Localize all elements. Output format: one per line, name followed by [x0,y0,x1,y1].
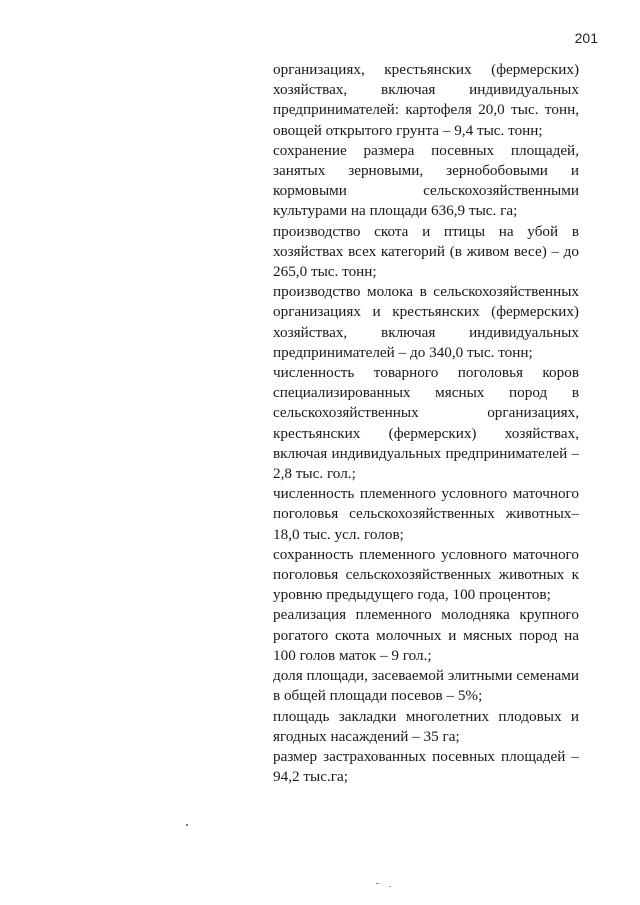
paragraph-livestock-slaughter: производство скота и птицы на убой в хозяйствах всех категорий (в живом весе) – до 265,0 тыс. тонн; [273,222,579,281]
paragraph-sown-area: сохранение размера посевных площадей, занятых зерновыми, зернобобовыми и кормовыми сельскохозяйственными культурами на площади 636,9 тыс. га; [273,141,579,220]
paragraph-breeding-stock-retention: сохранность племенного условного маточного поголовья сельскохозяйственных животных к уровню предыдущего года, 100 процентов; [273,545,579,604]
document-body [273,60,579,787]
scan-speck [186,824,188,826]
paragraph-beef-cows: численность товарного поголовья коров специализированных мясных пород в сельскохозяйственных организациях, крестьянских (фермерских) хозяйствах, включая индивидуальных предпринимателей – 2,8 тыс. гол.; [273,364,579,483]
scan-speck [389,886,391,887]
scan-speck [376,883,379,884]
paragraph-milk-production: производство молока в сельскохозяйственных организациях и крестьянских (фермерских) хозяйствах, включая индивидуальных предпринимателей – до 340,0 тыс. тонн; [273,283,579,361]
paragraph-elite-seeds-share: доля площади, засеваемой элитными семенами в общей площади посевов – 5%; [273,667,579,705]
paragraph-potato-vegetable-production: организациях, крестьянских (фермерских) хозяйствах, включая индивидуальных предпринимателей: картофеля 20,0 тыс. тонн, овощей открытого грунта – 9,4 тыс. тонн; [273,61,579,139]
paragraph-orchard-planting: площадь закладки многолетних плодовых и ягодных насаждений – 35 га; [273,707,579,745]
paragraph-insured-area: размер застрахованных посевных площадей – 94,2 тыс.га; [273,747,579,786]
paragraph-young-cattle-sales: реализация племенного молодняка крупного рогатого скота молочных и мясных пород на 100 голов маток – 9 гол.; [273,606,579,664]
page-number: 201 [574,30,598,46]
paragraph-breeding-stock: численность племенного условного маточного поголовья сельскохозяйственных животных– 18,0 тыс. усл. голов; [273,485,579,543]
